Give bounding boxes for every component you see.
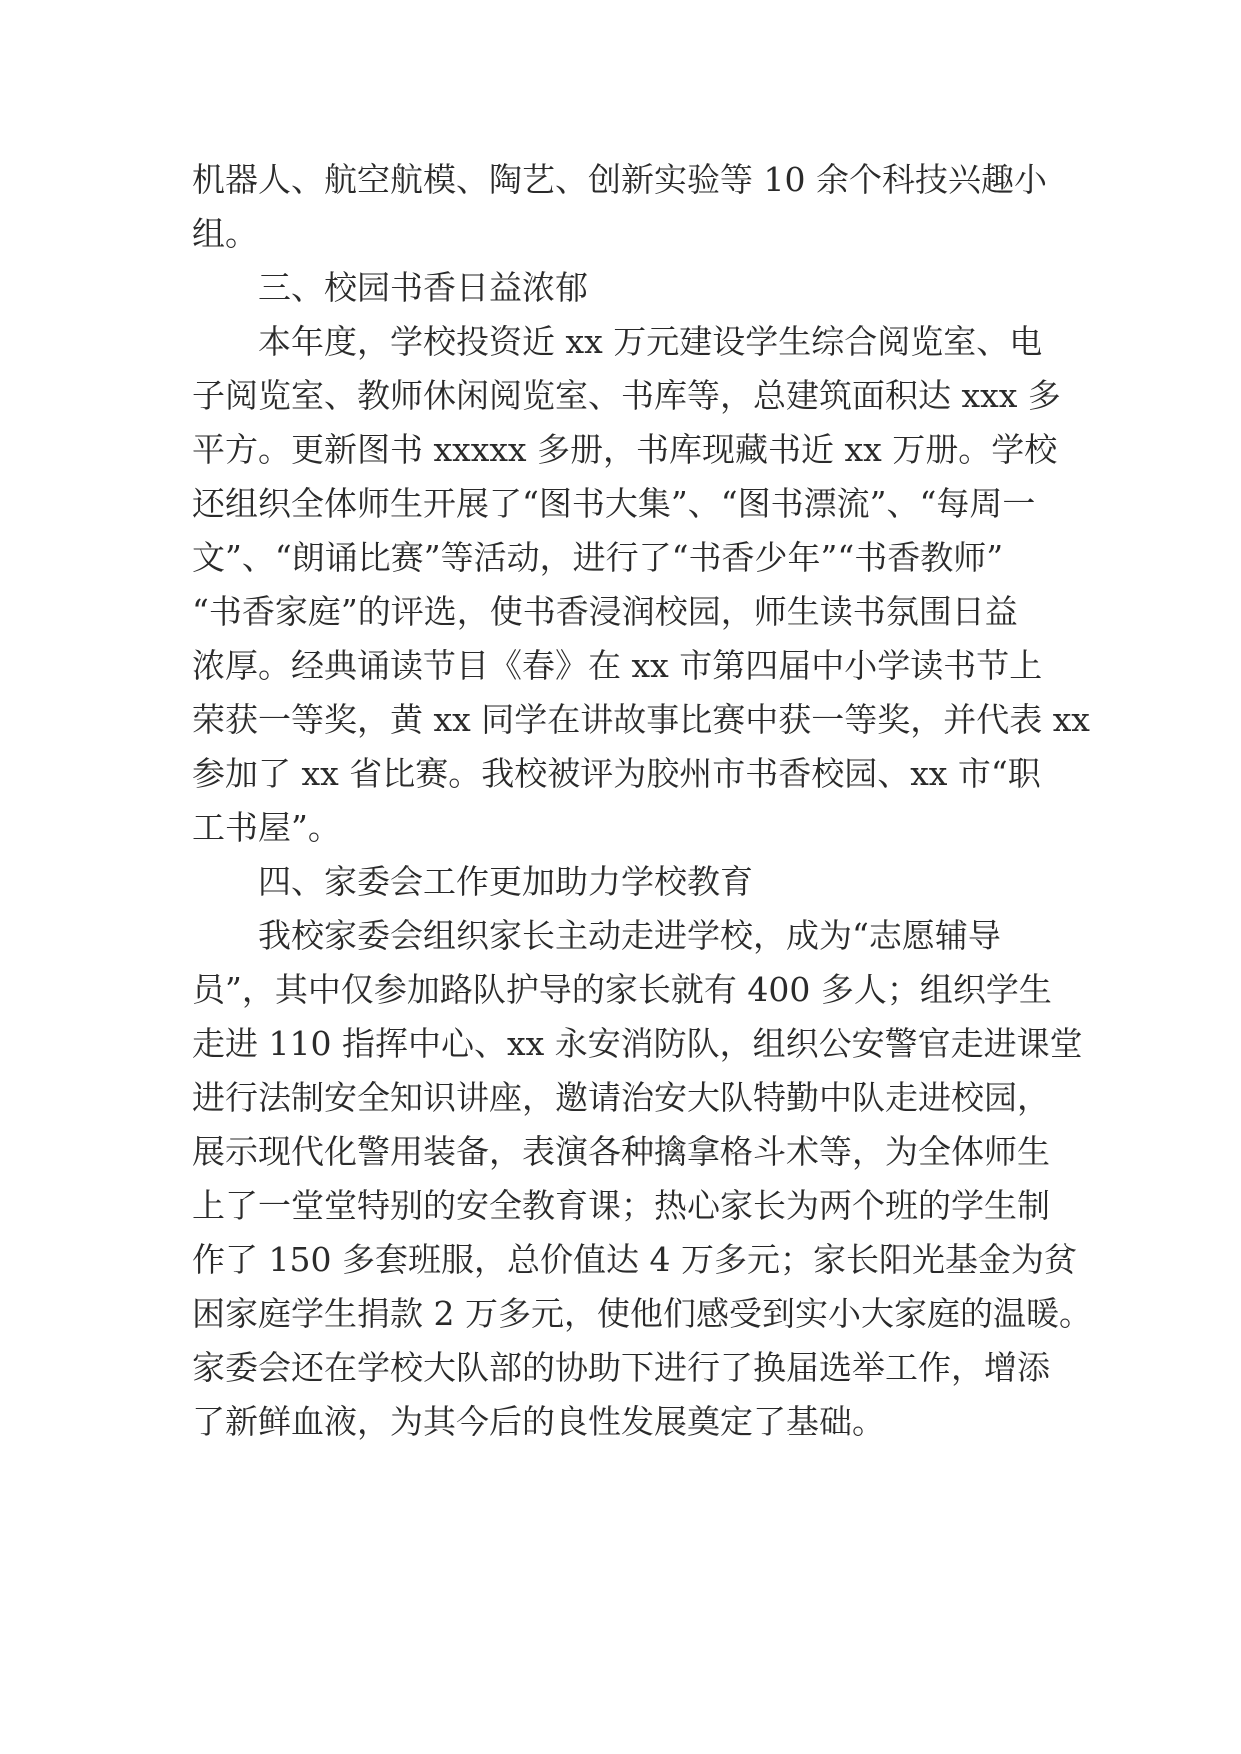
text-line: 机器人、航空航模、陶艺、创新实验等 10 余个科技兴趣小 (192, 160, 1047, 199)
text-line: 平方。更新图书 xxxxx 多册，书库现藏书近 xx 万册。学校 (192, 430, 1058, 469)
text-line: 还组织全体师生开展了“图书大集”、“图书漂流”、“每周一 (192, 484, 1036, 523)
text-line: 组。 (192, 214, 258, 253)
text-line: 展示现代化警用装备，表演各种擒拿格斗术等，为全体师生 (192, 1132, 1050, 1171)
text-line: 我校家委会组织家长主动走进学校，成为“志愿辅导 (258, 916, 1001, 955)
document-body (192, 153, 1092, 1449)
text-line: 浓厚。经典诵读节目《春》在 xx 市第四届中小学读书节上 (192, 646, 1043, 685)
text-line: 了新鲜血液，为其今后的良性发展奠定了基础。 (192, 1402, 885, 1441)
text-line: 文”、“朗诵比赛”等活动，进行了“书香少年”“书香教师” (192, 538, 1004, 577)
text-line: 作了 150 多套班服，总价值达 4 万多元；家长阳光基金为贫 (192, 1240, 1077, 1279)
text-line: 工书屋”。 (192, 808, 341, 847)
text-line: 困家庭学生捐款 2 万多元，使他们感受到实小大家庭的温暖。 (192, 1294, 1092, 1333)
text-line: 子阅览室、教师休闲阅览室、书库等，总建筑面积达 xxx 多 (192, 376, 1061, 415)
text-line: “书香家庭”的评选，使书香浸润校园，师生读书氛围日益 (192, 592, 1018, 631)
text-line: 上了一堂堂特别的安全教育课；热心家长为两个班的学生制 (192, 1186, 1050, 1225)
text-line: 本年度，学校投资近 xx 万元建设学生综合阅览室、电 (258, 322, 1043, 361)
text-line: 参加了 xx 省比赛。我校被评为胶州市书香校园、xx 市“职 (192, 754, 1041, 793)
text-line: 进行法制安全知识讲座，邀请治安大队特勤中队走进校园， (192, 1078, 1050, 1117)
text-line: 走进 110 指挥中心、xx 永安消防队，组织公安警官走进课堂 (192, 1024, 1083, 1063)
text-line: 荣获一等奖，黄 xx 同学在讲故事比赛中获一等奖，并代表 xx (192, 700, 1090, 739)
text-line: 员”，其中仅参加路队护导的家长就有 400 多人；组织学生 (192, 970, 1052, 1009)
section-heading: 四、家委会工作更加助力学校教育 (258, 862, 753, 901)
section-heading: 三、校园书香日益浓郁 (258, 268, 588, 307)
text-line: 家委会还在学校大队部的协助下进行了换届选举工作，增添 (192, 1348, 1050, 1387)
